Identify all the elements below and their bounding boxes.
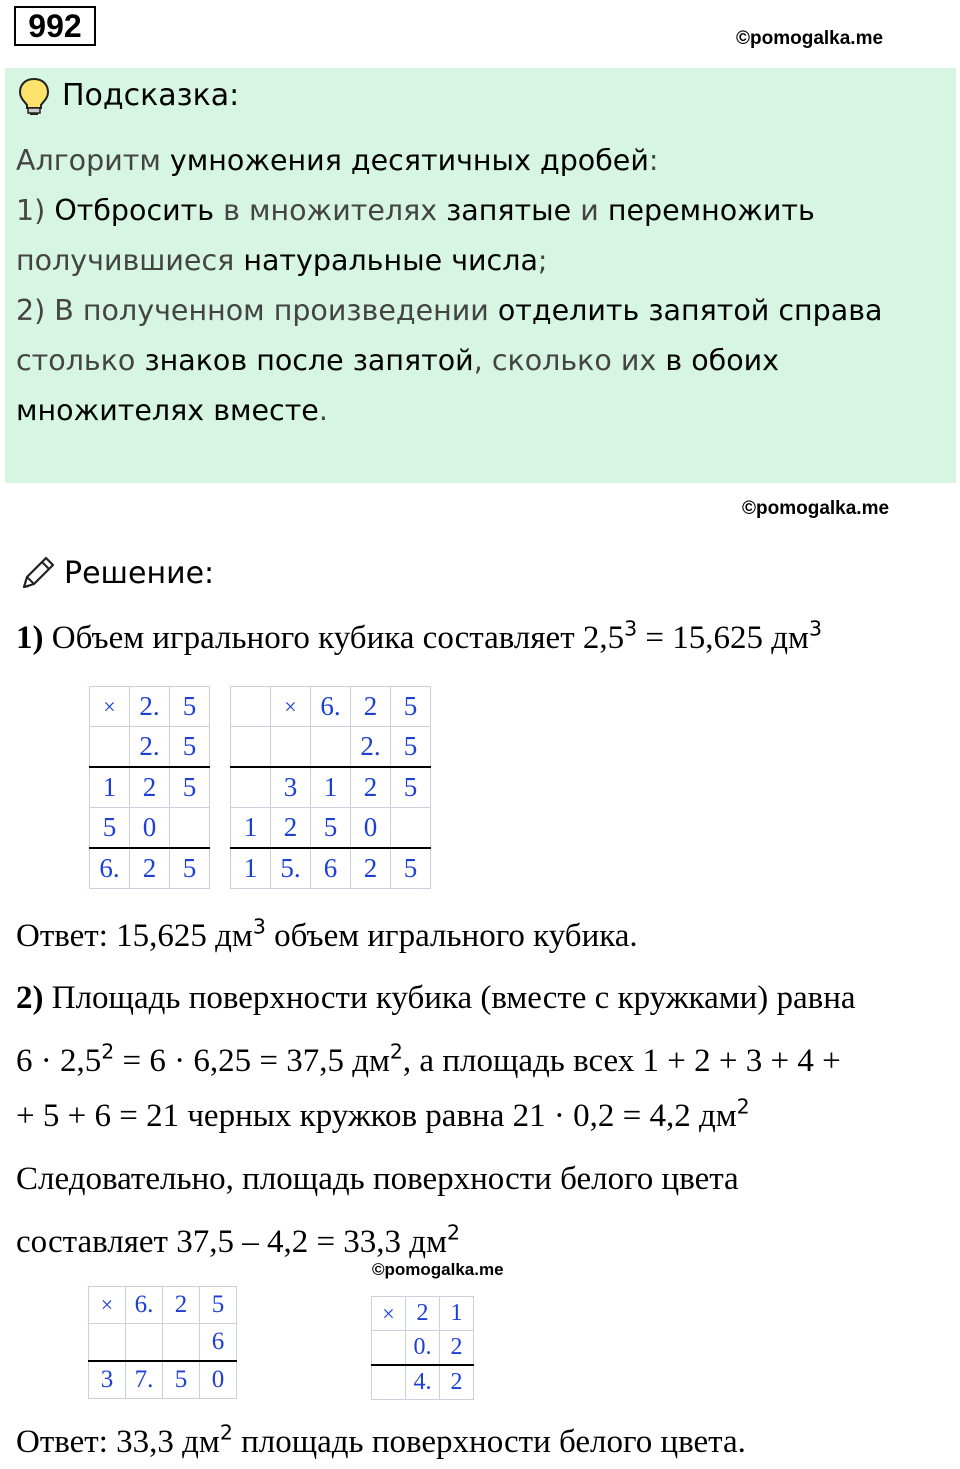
table-cell: 2 [440, 1365, 474, 1400]
table-cell: 1 [231, 808, 271, 849]
table-cell: 2. [130, 687, 170, 727]
step-3-line-1: Следовательно, площадь поверхности белого цвета [16, 1161, 739, 1197]
table-cell: 6 [311, 848, 351, 889]
lightbulb-icon [16, 76, 52, 116]
table-cell [372, 1331, 406, 1366]
table-cell [231, 727, 271, 768]
table-cell: 5 [170, 767, 210, 808]
table-cell: 1 [90, 767, 130, 808]
watermark-top: ©pomogalka.me [736, 28, 884, 49]
table-cell: 6 [200, 1324, 237, 1362]
table-cell: 5 [391, 727, 431, 768]
table-cell [170, 808, 210, 849]
table-cell: 2 [406, 1297, 440, 1331]
hint-line-4: 2) В полученном произведении отделить запятой справа [16, 294, 883, 327]
watermark-middle: ©pomogalka.me [742, 498, 890, 519]
table-cell: 2 [163, 1287, 200, 1324]
table-cell [271, 727, 311, 768]
table-cell [163, 1324, 200, 1362]
table-cell [391, 808, 431, 849]
table-cell: 2 [130, 767, 170, 808]
table-cell: × [89, 1287, 126, 1324]
hint-line-5: столько знаков после запятой, сколько их в обоих [16, 344, 780, 377]
hint-line-2: 1) Отбросить в множителях запятые и перемножить [16, 194, 815, 227]
table-cell: 5 [200, 1287, 237, 1324]
hint-line-6: множителях вместе. [16, 394, 328, 427]
multiplication-table-1 [89, 686, 210, 889]
table-cell [89, 1324, 126, 1362]
hint-line-1: Алгоритм умножения десятичных дробей: [16, 144, 659, 177]
table-cell: 5 [391, 767, 431, 808]
table-cell: × [90, 687, 130, 727]
task-number: 992 [14, 6, 96, 46]
watermark-bottom: ©pomogalka.me [372, 1260, 504, 1279]
table-cell: 5 [391, 687, 431, 727]
step-3-line-2: составляет 37,5 – 4,2 = 33,3 $дм^2$ [16, 1220, 460, 1260]
pencil-icon [18, 553, 58, 593]
table-cell: 2 [130, 848, 170, 889]
multiplication-table-4 [371, 1296, 474, 1400]
table-cell: 0 [351, 808, 391, 849]
step-2-line-1: 2) Площадь поверхности кубика (вместе с кружками) равна [16, 980, 856, 1016]
table-cell: 6. [126, 1287, 163, 1324]
table-cell: 4. [406, 1365, 440, 1400]
table-cell [231, 687, 271, 727]
table-cell: 2 [351, 767, 391, 808]
multiplication-table-2 [230, 686, 431, 889]
table-cell: 5 [170, 727, 210, 768]
table-cell: 5 [311, 808, 351, 849]
table-cell: 0. [406, 1331, 440, 1366]
table-cell: 5. [271, 848, 311, 889]
answer-1: Ответ: 15,625 $дм^3$ объем игрального кубика. [16, 914, 638, 954]
answer-2: Ответ: 33,3 $дм^2$ площадь поверхности белого цвета. [16, 1420, 746, 1460]
table-cell: 3 [271, 767, 311, 808]
table-cell: 0 [200, 1361, 237, 1399]
table-cell: × [271, 687, 311, 727]
table-cell [231, 767, 271, 808]
table-cell: 2 [351, 687, 391, 727]
table-cell: 3 [89, 1361, 126, 1399]
table-cell [126, 1324, 163, 1362]
table-cell: 2. [351, 727, 391, 768]
table-cell [372, 1365, 406, 1400]
hint-title: Подсказка: [62, 78, 240, 113]
table-cell: 6. [311, 687, 351, 727]
step-1-text: 1) Объем игрального кубика составляет $2,5^3 = 15,625$ $дм^3$ [16, 616, 822, 656]
table-cell: 2 [271, 808, 311, 849]
table-cell: 7. [126, 1361, 163, 1399]
table-cell: 5 [90, 808, 130, 849]
multiplication-table-3 [88, 1286, 237, 1399]
table-cell: 6. [90, 848, 130, 889]
table-cell: 2 [440, 1331, 474, 1366]
table-cell: 5 [170, 687, 210, 727]
table-cell: 1 [231, 848, 271, 889]
table-cell [90, 727, 130, 768]
table-cell: × [372, 1297, 406, 1331]
table-cell: 5 [391, 848, 431, 889]
table-cell: 0 [130, 808, 170, 849]
table-cell: 1 [311, 767, 351, 808]
table-cell: 2. [130, 727, 170, 768]
step-2-line-2: $6 \cdot 2,5^2 = 6 \cdot 6,25 = 37,5$ $дм^2$, а площадь всех 1 + 2 + 3 + 4 + [16, 1039, 841, 1079]
solution-title: Решение: [64, 556, 215, 591]
table-cell [311, 727, 351, 768]
step-2-line-3: + 5 + 6 = 21 черных кружков равна 21 · 0,2 = 4,2 $дм^2$ [16, 1094, 750, 1134]
hint-line-3: получившиеся натуральные числа; [16, 244, 548, 277]
table-cell: 2 [351, 848, 391, 889]
table-cell: 5 [170, 848, 210, 889]
table-cell: 1 [440, 1297, 474, 1331]
table-cell: 5 [163, 1361, 200, 1399]
